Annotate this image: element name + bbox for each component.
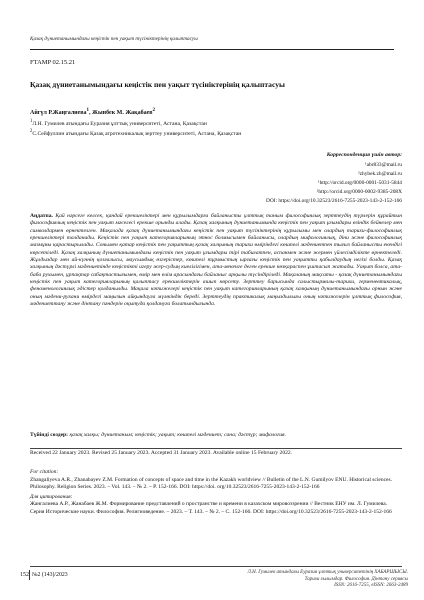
affiliation: $^1$Л.Н. Гумилев атындағы Еуразия ұлттық университеті, Астана, Қазақстан xyxy=(30,119,207,127)
citation-label-ru: Для цитирования: xyxy=(30,493,73,500)
email-link[interactable]: ²zhybek.zh@mail.ru xyxy=(357,171,402,177)
citation-text-en: Zhangaliyeva A.R., Zhanabayev Z.M. Formation of concepts of space and time in the Kazakh worldview // Bulletin of the L.N. Gumilyov ENU. Historical sciences. Philosophy. Religion Series. 2023. – Vol. 143. – № 2. – P. 152-166. DOI: https://doi. org/10.32523/2616-7255-2023-143-2-152-166 xyxy=(30,476,392,491)
affiliations xyxy=(30,118,400,138)
journal-info: Л.Н. Гумилев атындағы Еуразия ұлттық университетінің ХАБАРШЫСЫ. Тарихи ғылымдар. Философия. Дінтану сериясы ISSN: 2616-7255, eISSN: 2663-2489 xyxy=(247,570,408,589)
orcid-link[interactable]: ¹http://orcid.org/0000-0001-5031-5844 xyxy=(317,180,402,186)
correspondence-title: Корреспонденция үшін автор: xyxy=(326,152,402,158)
page-number-bar xyxy=(29,570,30,580)
issue-number: №2 (143)/2023 xyxy=(32,572,68,578)
page-number: 152 xyxy=(20,572,29,578)
received-dates: Received 22 January 2023. Revised 25 January 2023. Accepted 31 January 2023. Available online 15 February 2022. xyxy=(30,450,293,456)
abstract-label: Аңдатпа. xyxy=(30,213,53,219)
ftamp-code: FTAMP 02.15.21 xyxy=(30,59,76,66)
author-sup: 2 xyxy=(152,108,155,113)
email-link[interactable]: ¹abr833@mail.ru xyxy=(365,162,402,168)
author-name: Жынбек М. Жақабаев xyxy=(92,110,153,116)
citation-label-en: For citation: xyxy=(30,469,59,475)
citation-text-ru: Жангалиева А.Р., Жанабаев Ж.М. Формирование представлений о пространстве и времени в казахском мировоззрении // Вестник ЕНУ им. Л. Гумилева. Серия Исторические науки. Философия. Религиоведение. – 2023. – Т. 143. – № 2. – С. 152-166. DOI: https://doi.org/10.32523/2616-7255-2023-143-2-152-166 xyxy=(30,501,392,515)
keywords-label: Түйінді сөздер: xyxy=(30,432,69,438)
footer-rule xyxy=(30,566,402,567)
keywords-text: қазақ халқы; дүниетаным; кеңістік; уақыт; көшпелі мәдениет; сана; дәстүр; мифология. xyxy=(69,432,287,438)
doi-link[interactable]: DOI: https://doi.org/10.32523/2616-7255-2023-143-2-152-166 xyxy=(265,198,402,204)
divider xyxy=(30,448,402,449)
orcid-link[interactable]: ²http://orcid.org/0000-0002-9385-208X xyxy=(316,189,402,195)
article-title: Қазақ дүниетанымындағы кеңістік пен уақыт түсініктерінің қалыптасуы xyxy=(30,80,285,89)
author-name: Айгүл Р.Жаңгалиева xyxy=(30,110,87,116)
running-title: Қазақ дүниетанымындағы кеңістік пен уақыт түсініктерінің қалыптасуы xyxy=(30,36,198,42)
citation-block xyxy=(30,469,402,517)
keywords xyxy=(30,432,402,439)
author-sup: 1 xyxy=(86,108,90,113)
abstract-text: Қай нәрсеге келсек, қандай ерекшеліктері мен құрылымдарға байланысты ұлттық таным философиялық зерттеудің түрлерін құрайтын философиялық кеңістік пен уақыт мәселесі ерекше орынды алады. Қазақ халқының дүниетанымында кеңістік пен уақыт ұғымдары өзіндік бейнелер мен символдармен өрнектелген. Мақалада қазақ дүниетанымындағы кеңістік пен уақыт түсініктерінің құрылымы мен олардың тарихи-философиялық ерекшеліктері талданады. Кеңістік пен уақыт категорияларының этнос болмысымен байланысы, олардың мифологиялық, діни және философиялық мазмұны қарастырылады. Сонымен қатар кеңістік пен уақыттың қазақ халқының тарихи өміріндегі көшпелі мәдениетпен тығыз байланысты екендігі көрсетіледі. Қазақ халқының дүниетанымындағы кеңістік пен уақыт ұғымдары тірі табиғатпен, аспанмен және жермен үйлесімділікте өрнектеледі. Жұлдыздар мен ай-күннің қозғалысы, маусымдық өзгерістер, көшпелі тұрмыстың ырғағы кеңістік пен уақытты қабылдаудың негізі болды. Қазақ халқының дәстүрлі мәдениетінде кеңістікті игеру жер-судың киелілігімен, ата-мекенге деген ерекше көзқараспен ұштасып жатады. Уақыт болса, ата-баба рухымен, ұрпақтар сабақтастығымен, өмір мен өлім арасындағы байланыс арқылы түсіндіріледі. Мақаланың мақсаты - қазақ дүниетанымындағы кеңістік пен уақыт категорияларының қалыптасу ерекшеліктерін ашып көрсету. Зерттеу барысында салыстырмалы-тарихи, герменевтикалық, феноменологиялық әдістер қолданылды. Мақала нәтижелері кеңістік пен уақыт категорияларының қазақ халқының дүниетанымындағы орнын және оның мәдени-рухани өмірдегі маңызын айқындауға мүмкіндік береді. Зерттеудің практикалық маңыздылығы оның нәтижелерін ұлттық философия, мәдениеттану және дінтану пәндерін оқытуда қолдануға болатындығында. xyxy=(30,213,402,308)
affiliation: $^2$С.Сейфуллин атындағы Қазақ агротехникалық зерттеу университеті, Астана, Қазақстан xyxy=(30,129,242,138)
authors: Айгүл Р.Жаңгалиева$^1$, Жынбек М. Жақабаев$^2$ xyxy=(30,108,155,116)
abstract xyxy=(30,213,402,308)
